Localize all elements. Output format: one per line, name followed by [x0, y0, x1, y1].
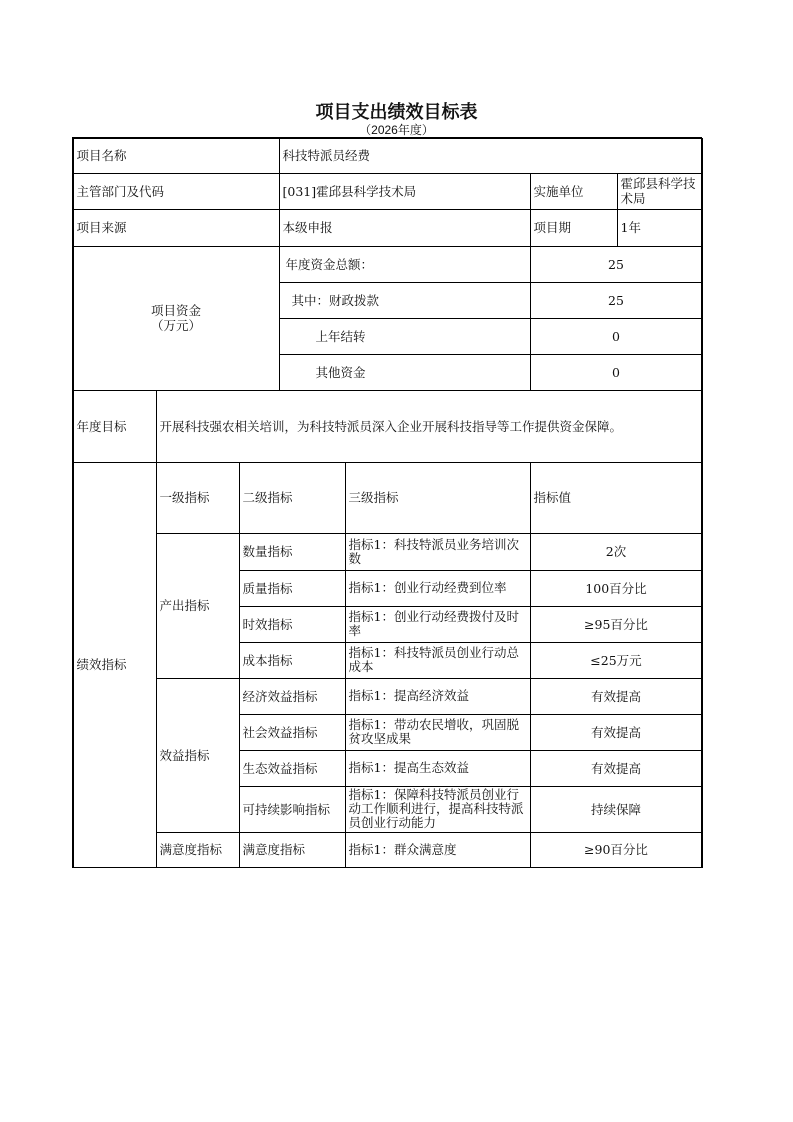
perf-l3-text: 指标1：科技特派员业务培训次数: [348, 536, 519, 566]
perf-l2-text: 社会效益指标: [242, 724, 318, 740]
perf-l2-text: 生态效益指标: [242, 760, 318, 776]
perf-header-text: 三级指标: [348, 490, 399, 505]
perf-value: [530, 570, 703, 607]
perf-value: [530, 786, 703, 833]
perf-value: [530, 533, 703, 571]
funds-row-value: [530, 318, 703, 355]
page-subtitle: （2026年度）: [359, 123, 434, 137]
source-label-text: 项目来源: [76, 220, 127, 235]
perf-value-text: 有效提高: [590, 724, 641, 740]
perf-l2-text: 数量指标: [242, 544, 293, 559]
funds-row-value: [530, 282, 703, 319]
dept-label: [73, 173, 280, 210]
funds-label: [73, 246, 280, 391]
funds-row-label-text: 其中：财政拨款: [291, 292, 380, 308]
funds-row-label-text: 上年结转: [315, 328, 366, 344]
funds-row-label: [279, 246, 531, 283]
perf-l3: [345, 678, 531, 715]
project-name-value: [279, 138, 703, 174]
perf-l2: [239, 570, 346, 607]
perf-l3: [345, 832, 531, 868]
perf-label-text: 绩效指标: [76, 657, 127, 672]
perf-l3-text: 指标1：带动农民增收，巩固脱贫攻坚成果: [348, 717, 519, 746]
source-value: [279, 209, 531, 247]
perf-l3-text: 指标1：提高生态效益: [348, 760, 469, 775]
goal-text-text: 开展科技强农相关培训，为科技特派员深入企业开展科技指导等工作提供资金保障。: [159, 418, 623, 434]
perf-l3: [345, 570, 531, 607]
perf-value-text: 有效提高: [590, 760, 641, 776]
page-title: 项目支出绩效目标表: [315, 102, 478, 123]
perf-l2: [239, 678, 346, 715]
funds-row-value-text: 0: [612, 328, 620, 344]
perf-value-text: ≥95百分比: [584, 616, 648, 632]
funds-label-text: 项目资金 （万元）: [150, 303, 201, 333]
source-value-text: 本级申报: [282, 220, 333, 235]
perf-l3: [345, 606, 531, 643]
goal-label: [73, 390, 157, 463]
dept-value-text: [031]霍邱县科学技术局: [282, 183, 417, 199]
perf-l2-text: 经济效益指标: [242, 688, 318, 704]
perf-value: [530, 832, 703, 868]
period-label-text: 项目期: [533, 220, 572, 235]
perf-header: [239, 462, 346, 534]
perf-group-output-text: 产出指标: [159, 598, 210, 613]
perf-l3: [345, 786, 531, 833]
perf-l3-text: 指标1：提高经济效益: [348, 688, 469, 703]
funds-row-value: [530, 354, 703, 391]
perf-value-text: 持续保障: [590, 801, 641, 817]
perf-l3-text: 指标1：保障科技特派员创业行动工作顺利进行，提高科技特派员创业行动能力: [348, 787, 524, 830]
perf-group-benefit-text: 效益指标: [159, 747, 210, 763]
perf-value-text: ≤25万元: [590, 652, 642, 668]
perf-l2: [239, 606, 346, 643]
goal-text: [156, 390, 703, 463]
perf-l3: [345, 714, 531, 751]
perf-l3: [345, 750, 531, 787]
perf-value: [530, 750, 703, 787]
perf-value: [530, 714, 703, 751]
funds-row-label: [279, 318, 531, 355]
funds-row-label: [279, 354, 531, 391]
funds-row-label: [279, 282, 531, 319]
project-name-label-text: 项目名称: [76, 148, 127, 163]
dept-value: [279, 173, 531, 210]
perf-group-satisfaction-text: 满意度指标: [159, 842, 223, 857]
goal-label-text: 年度目标: [76, 418, 127, 434]
funds-row-value-text: 25: [608, 292, 624, 308]
perf-label: [73, 462, 157, 868]
project-name-label: [73, 138, 280, 174]
funds-row-label-text: 年度资金总额：: [285, 256, 374, 272]
perf-value-text: ≥90百分比: [584, 842, 648, 857]
funds-row-label-text: 其他资金: [315, 364, 366, 380]
funds-row-value: [530, 246, 703, 283]
impl-value-text: 霍邱县科学技术局: [620, 176, 696, 206]
perf-value: [530, 606, 703, 643]
perf-group-benefit: [156, 678, 240, 833]
perf-l2-text: 质量指标: [242, 580, 293, 596]
perf-value: [530, 678, 703, 715]
funds-row-value-text: 25: [608, 256, 624, 272]
perf-l2-text: 时效指标: [242, 616, 293, 632]
perf-header: [530, 462, 703, 534]
impl-label: [530, 173, 618, 210]
period-value-text: 1年: [620, 220, 641, 235]
period-value: [617, 209, 703, 247]
perf-value-text: 100百分比: [585, 580, 647, 596]
perf-l3: [345, 642, 531, 679]
funds-row-value-text: 0: [612, 364, 620, 380]
perf-l3: [345, 533, 531, 571]
source-label: [73, 209, 280, 247]
impl-value: [617, 173, 703, 210]
perf-header-text: 指标值: [533, 490, 572, 505]
perf-header-text: 一级指标: [159, 490, 210, 505]
perf-l3-text: 指标1：科技特派员创业行动总成本: [348, 645, 519, 674]
perf-value: [530, 642, 703, 679]
perf-l2: [239, 750, 346, 787]
perf-l2: [239, 786, 346, 833]
dept-label-text: 主管部门及代码: [76, 183, 165, 199]
perf-l2: [239, 714, 346, 751]
period-label: [530, 209, 618, 247]
perf-value-text: 2次: [605, 544, 627, 559]
perf-l3-text: 指标1：群众满意度: [348, 841, 457, 857]
perf-l2-text: 成本指标: [242, 652, 293, 668]
perf-header-text: 二级指标: [242, 490, 293, 505]
impl-label-text: 实施单位: [533, 183, 584, 199]
perf-l3-text: 指标1：创业行动经费到位率: [348, 580, 507, 595]
perf-l2-text: 可持续影响指标: [242, 801, 331, 817]
perf-l2: [239, 642, 346, 679]
perf-header: [345, 462, 531, 534]
perf-l2: [239, 832, 346, 868]
perf-group-satisfaction: [156, 832, 240, 868]
perf-header: [156, 462, 240, 534]
perf-l2-text: 满意度指标: [242, 842, 306, 857]
project-name-value-text: 科技特派员经费: [282, 148, 371, 163]
perf-value-text: 有效提高: [590, 688, 641, 704]
perf-l3-text: 指标1：创业行动经费拨付及时率: [348, 609, 519, 638]
perf-l2: [239, 533, 346, 571]
perf-group-output: [156, 533, 240, 679]
